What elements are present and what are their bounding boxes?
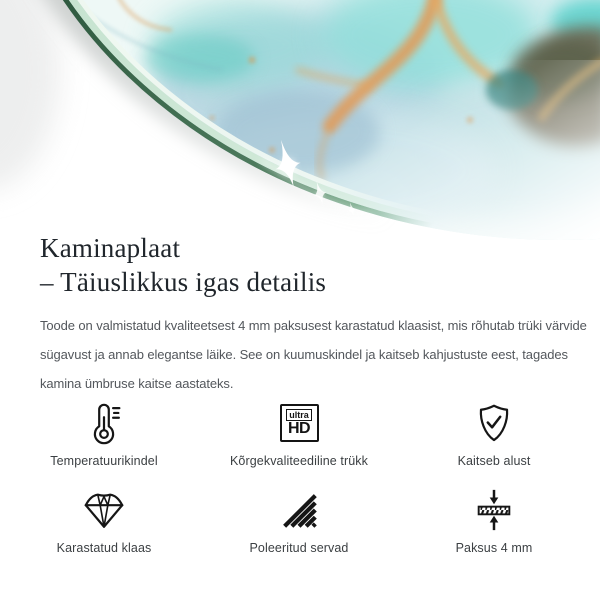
- title-line-2: – Täiuslikkus igas detailis: [40, 267, 327, 297]
- shield-check-icon: [471, 398, 517, 448]
- ultra-hd-icon-text-hd: HD: [287, 420, 311, 437]
- feature-label: Kõrgekvaliteediline trükk: [230, 454, 368, 468]
- feature-label: Karastatud klaas: [56, 541, 152, 555]
- description-line: Toode on valmistatud kvaliteetsest 4 mm paksusest karastatud klaasist, mis rõhutab trüki värvide: [40, 318, 587, 333]
- feature-high-quality-print: [209, 398, 389, 468]
- ultra-hd-icon-text-ultra: ultra: [286, 409, 312, 421]
- title-line-1: Kaminaplaat: [40, 233, 181, 263]
- corner-vignette: [0, 0, 60, 190]
- description-line: kamina ümbruse kaitse aastateks.: [40, 376, 234, 391]
- page-title: [40, 231, 326, 299]
- feature-label: Temperatuurikindel: [50, 454, 158, 468]
- feature-label: Kaitseb alust: [457, 454, 531, 468]
- thickness-icon: [471, 485, 517, 535]
- feature-label: Paksus 4 mm: [455, 541, 533, 555]
- product-description: [40, 311, 598, 398]
- polished-edges-icon: [276, 485, 322, 535]
- feature-label: Poleeritud servad: [249, 541, 349, 555]
- feature-thickness-4mm: [404, 485, 584, 555]
- feature-temperature-resistant: [14, 398, 194, 468]
- description-line: sügavust ja annab elegantse läike. See on kuumuskindel ja kaitseb kahjustuste eest, tagades: [40, 347, 568, 362]
- feature-polished-edges: [209, 485, 389, 555]
- feature-protects-base: [404, 398, 584, 468]
- ultra-hd-icon: [280, 398, 319, 448]
- thermometer-icon: [81, 398, 127, 448]
- diamond-icon: [81, 485, 127, 535]
- feature-tempered-glass: [14, 485, 194, 555]
- feature-grid: [14, 398, 584, 555]
